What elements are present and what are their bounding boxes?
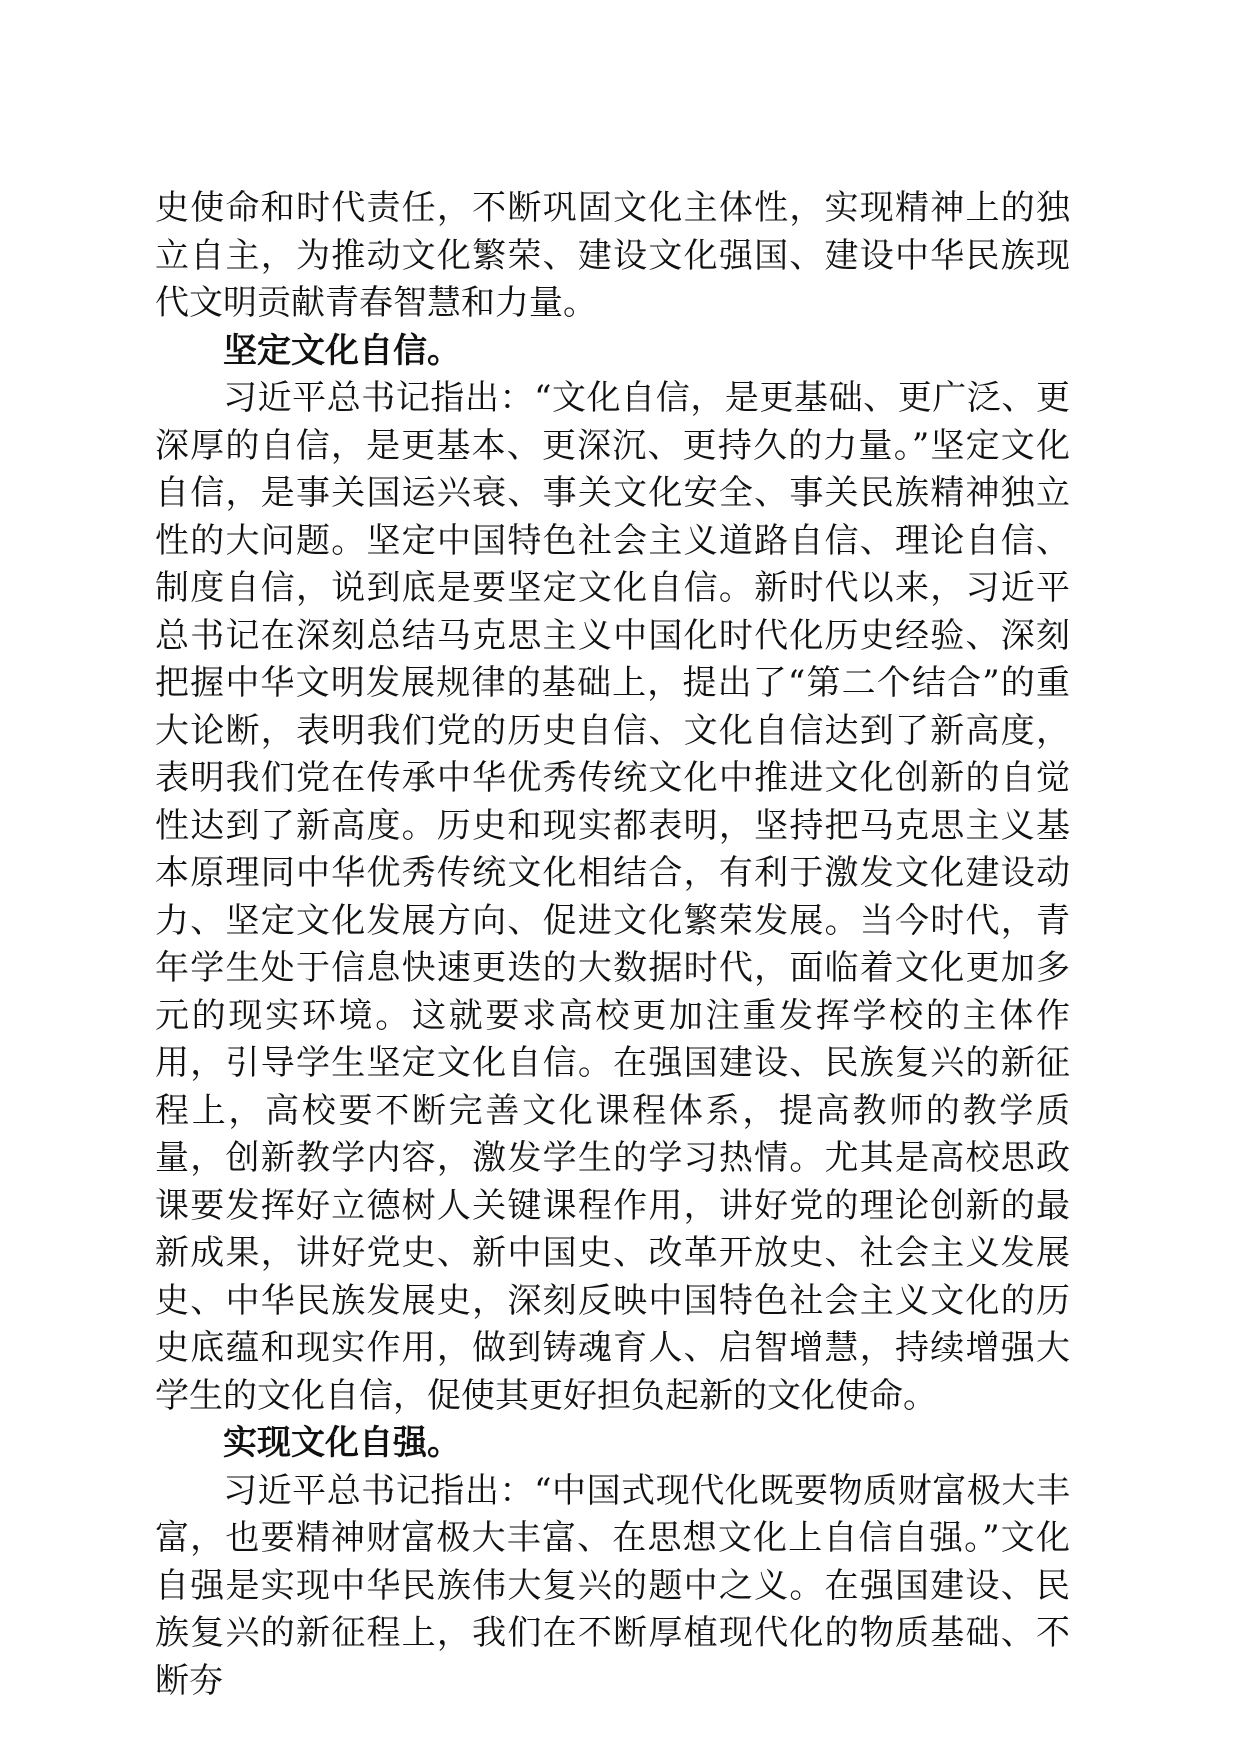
document-body: [155, 185, 1070, 1705]
section-heading-self-strength: 实现文化自强。: [223, 1423, 461, 1463]
paragraph-confidence: 习近平总书记指出：“文化自信，是更基础、更广泛、更深厚的自信，是更基本、更深沉、更持久的力量。”坚定文化自信，是事关国运兴衰、事关文化安全、事关民族精神独立性的大问题。坚定中国特色社会主义道路自信、理论自信、制度自信，说到底是要坚定文化自信。新时代以来，习近平总书记在深刻总结马克思主义中国化时代化历史经验、深刻把握中华文明发展规律的基础上，提出了“第二个结合”的重大论断，表明我们党的历史自信、文化自信达到了新高度，表明我们党在传承中华优秀传统文化中推进文化创新的自觉性达到了新高度。历史和现实都表明，坚持把马克思主义基本原理同中华优秀传统文化相结合，有利于激发文化建设动力、坚定文化发展方向、促进文化繁荣发展。当今时代，青年学生处于信息快速更迭的大数据时代，面临着文化更加多元的现实环境。这就要求高校更加注重发挥学校的主体作用，引导学生坚定文化自信。在强国建设、民族复兴的新征程上，高校要不断完善文化课程体系，提高教师的教学质量，创新教学内容，激发学生的学习热情。尤其是高校思政课要发挥好立德树人关键课程作用，讲好党的理论创新的最新成果，讲好党史、新中国史、改革开放史、社会主义发展史、中华民族发展史，深刻反映中国特色社会主义文化的历史底蕴和现实作用，做到铸魂育人、启智增慧，持续增强大学生的文化自信，促使其更好担负起新的文化使命。: [155, 378, 1070, 1416]
paragraph-self-strength: 习近平总书记指出：“中国式现代化既要物质财富极大丰富，也要精神财富极大丰富、在思想文化上自信自强。”文化自强是实现中华民族伟大复兴的题中之义。在强国建设、民族复兴的新征程上，我们在不断厚植现代化的物质基础、不断夯: [155, 1470, 1070, 1701]
paragraph-continuation: 史使命和时代责任，不断巩固文化主体性，实现精神上的独立自主，为推动文化繁荣、建设文化强国、建设中华民族现代文明贡献青春智慧和力量。: [155, 188, 1070, 323]
section-heading-confidence: 坚定文化自信。: [223, 330, 461, 371]
